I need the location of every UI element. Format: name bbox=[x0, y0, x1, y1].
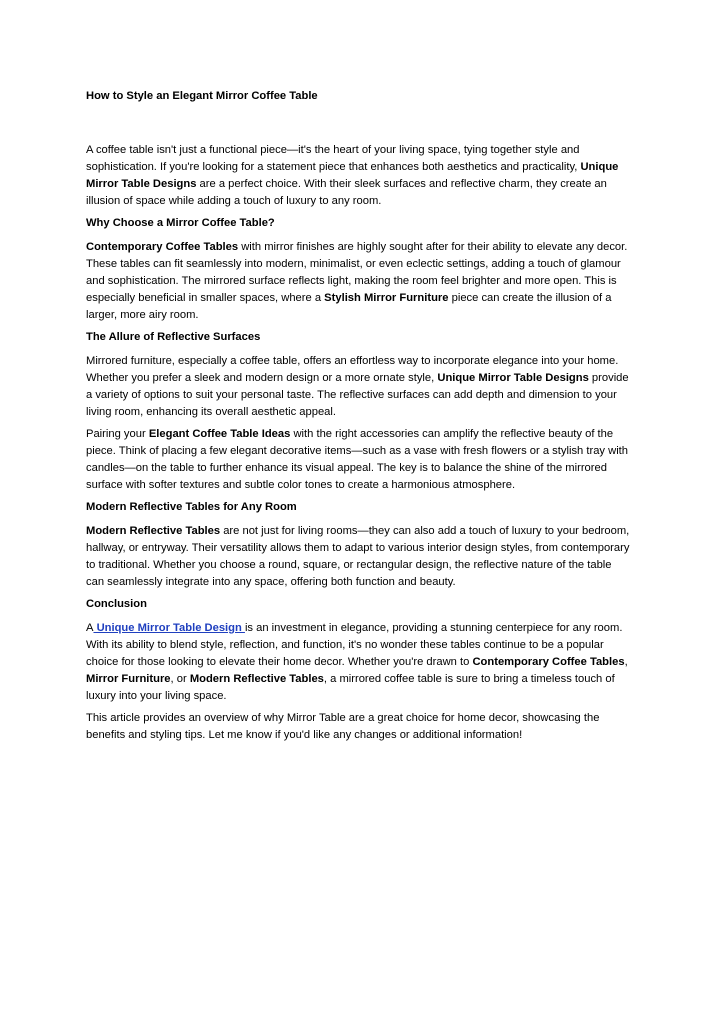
keyword: Mirror Furniture bbox=[86, 673, 171, 685]
keyword: Elegant Coffee Table Ideas bbox=[148, 428, 291, 440]
text: with mirror finishes are highly sought after for their ability to elevate any decor. These tables can fit seamlessly into modern, minimalist, or even eclectic settings, adding a touch of glamour and sophistication. The mirrored surface reflects light, making the room feel brighter and more open. This is especially beneficial in smaller spaces, where a bbox=[86, 241, 628, 304]
text: with the right accessories can amplify the reflective beauty of the piece. Think of placing a few elegant decorative items—such as a vase with fresh flowers or a stylish tray with candles—on the table to further enhance its visual appeal. The key is to balance the shine of the mirrored surface with softer textures and subtle color tones to create a harmonious atmosphere. bbox=[86, 428, 629, 491]
section-allure-paragraph-1 bbox=[86, 353, 632, 421]
section-why-choose-paragraph bbox=[86, 239, 632, 324]
section-allure-paragraph-2 bbox=[86, 426, 632, 494]
text: Mirrored furniture, especially a coffee table, offers an effortless way to incorporate elegance into your home. Whether you prefer a sleek and modern design or a more ornate style, bbox=[86, 355, 619, 384]
document-title: How to Style an Elegant Mirror Coffee Table bbox=[86, 90, 318, 102]
text: piece can create the illusion of a larger, more airy room. bbox=[86, 292, 612, 321]
section-heading-modern-reflective: Modern Reflective Tables for Any Room bbox=[86, 501, 297, 513]
keyword: Stylish Mirror Furniture bbox=[324, 292, 449, 304]
intro-paragraph bbox=[86, 142, 632, 210]
section-heading-allure: The Allure of Reflective Surfaces bbox=[86, 331, 261, 343]
keyword: Contemporary Coffee Tables bbox=[86, 241, 239, 253]
text: provide a variety of options to suit your personal taste. The reflective surfaces can add depth and dimension to your living room, enhancing its overall aesthetic appeal. bbox=[86, 372, 629, 418]
text: A bbox=[86, 622, 94, 634]
keyword: Unique Mirror Table Designs bbox=[86, 161, 619, 190]
section-modern-reflective-paragraph bbox=[86, 523, 632, 591]
keyword: Contemporary Coffee Tables bbox=[472, 656, 625, 668]
closing-paragraph: This article provides an overview of why Mirror Table are a great choice for home decor, showcasing the benefits and styling tips. Let me know if you'd like any changes or additional information! bbox=[86, 712, 600, 741]
unique-mirror-table-design-link[interactable]: Unique Mirror Table Design bbox=[93, 622, 245, 634]
text: A coffee table isn't just a functional piece—it's the heart of your living space, tying together style and sophistication. If you're looking for a statement piece that enhances both aesthetics and practicality, bbox=[86, 144, 581, 173]
text: Pairing your bbox=[86, 428, 149, 440]
text: are not just for living rooms—they can also add a touch of luxury to your bedroom, hallway, or entryway. Their versatility allows them to adapt to various interior design styles, from contemporary to traditional. Whether you choose a round, square, or rectangular design, the reflective nature of the table can seamlessly integrate into any space, offering both function and beauty. bbox=[86, 525, 630, 588]
conclusion-paragraph bbox=[86, 620, 632, 705]
section-heading-conclusion: Conclusion bbox=[86, 598, 147, 610]
text: , or bbox=[170, 673, 190, 685]
section-heading-why-choose: Why Choose a Mirror Coffee Table? bbox=[86, 217, 275, 229]
keyword: Modern Reflective Tables bbox=[86, 525, 221, 537]
text: are a perfect choice. With their sleek surfaces and reflective charm, they create an illusion of space while adding a touch of luxury to any room. bbox=[86, 178, 607, 207]
keyword: Modern Reflective Tables bbox=[189, 673, 324, 685]
text: , a mirrored coffee table is sure to bring a timeless touch of luxury into your living space. bbox=[86, 673, 615, 702]
text: , bbox=[624, 656, 628, 668]
text: is an investment in elegance, providing a stunning centerpiece for any room. With its ability to blend style, reflection, and function, it's no wonder these tables continue to be a popular choice for those looking to elevate their home decor. Whether you're drawn to bbox=[86, 622, 623, 668]
keyword: Unique Mirror Table Designs bbox=[437, 372, 589, 384]
